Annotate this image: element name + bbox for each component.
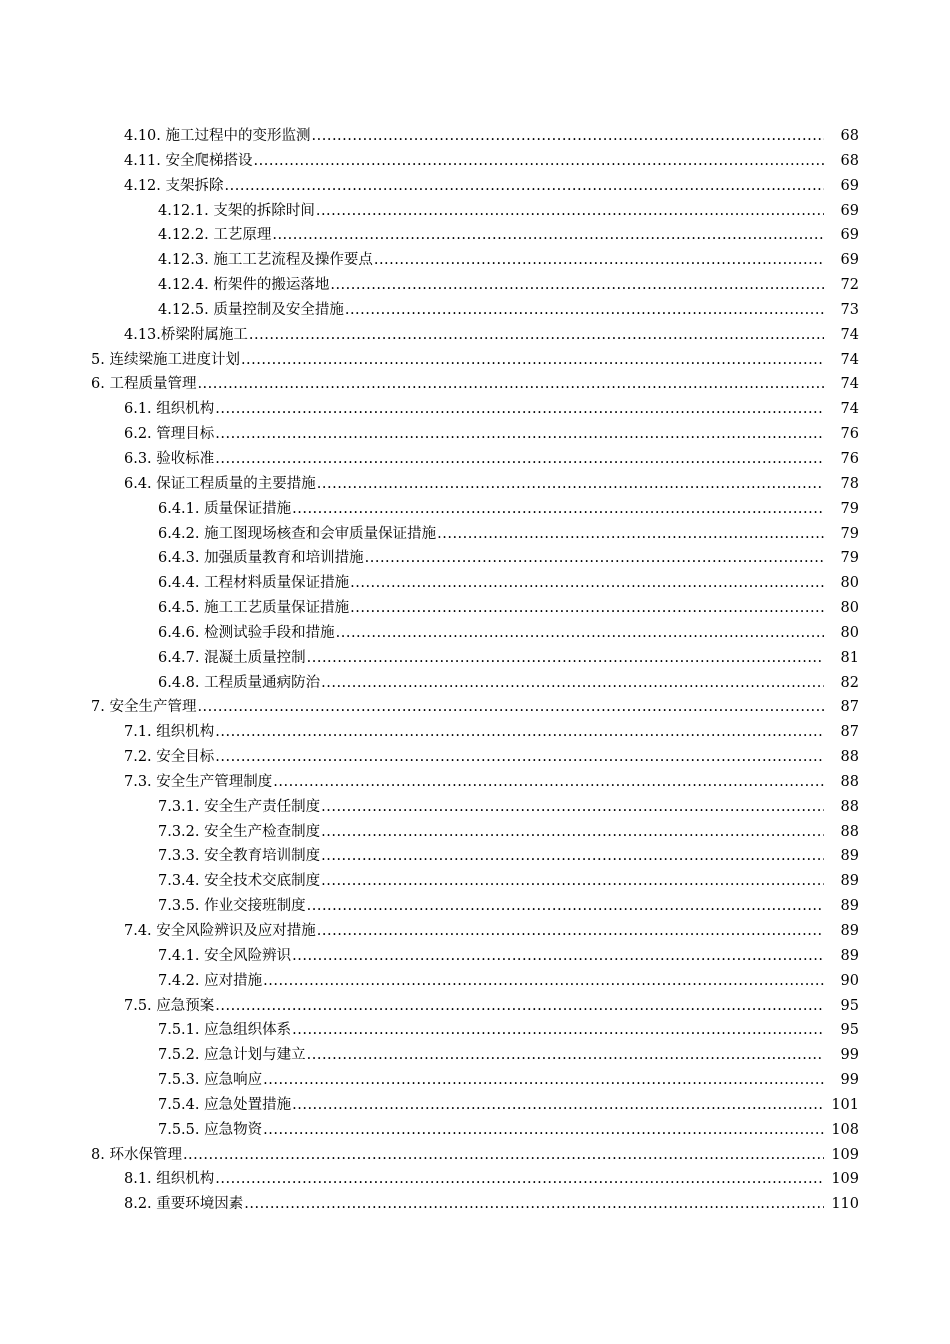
toc-entry[interactable] bbox=[0, 596, 950, 621]
toc-entry[interactable] bbox=[0, 1192, 950, 1217]
toc-entry-title: 7.3.1. 安全生产责任制度 bbox=[158, 798, 321, 815]
toc-entry-page-number: 101 bbox=[831, 1096, 859, 1113]
toc-entry-title: 7.5.2. 应急计划与建立 bbox=[158, 1047, 306, 1064]
toc-entry-page-number: 87 bbox=[840, 724, 859, 741]
toc-entry[interactable] bbox=[0, 770, 950, 795]
toc-entry[interactable] bbox=[0, 546, 950, 571]
toc-dot-leader bbox=[215, 745, 824, 770]
toc-dot-leader bbox=[273, 770, 824, 795]
toc-entry-page-number: 68 bbox=[840, 128, 859, 144]
toc-entry-title: 8.2. 重要环境因素 bbox=[124, 1196, 244, 1213]
toc-entry[interactable] bbox=[0, 348, 950, 373]
toc-dot-leader bbox=[307, 1043, 824, 1068]
toc-entry-page-number: 89 bbox=[840, 947, 859, 964]
toc-dot-leader bbox=[225, 174, 824, 199]
toc-entry-title: 7.5.3. 应急响应 bbox=[158, 1072, 263, 1089]
toc-entry-page-number: 99 bbox=[840, 1072, 859, 1089]
toc-entry-page-number: 72 bbox=[840, 277, 859, 294]
toc-entry[interactable] bbox=[0, 745, 950, 770]
toc-entry-title: 6.4.4. 工程材料质量保证措施 bbox=[158, 575, 350, 592]
toc-entry-title: 8. 环水保管理 bbox=[91, 1146, 182, 1163]
toc-entry[interactable] bbox=[0, 497, 950, 522]
toc-dot-leader bbox=[263, 969, 824, 994]
toc-entry-page-number: 89 bbox=[840, 873, 859, 890]
toc-entry-title: 7.5.5. 应急物资 bbox=[158, 1121, 263, 1138]
toc-entry[interactable] bbox=[0, 522, 950, 547]
toc-dot-leader bbox=[263, 1068, 824, 1093]
toc-entry-title: 7.5. 应急预案 bbox=[124, 997, 215, 1014]
toc-dot-leader bbox=[330, 273, 824, 298]
toc-entry-title: 7. 安全生产管理 bbox=[91, 699, 197, 716]
toc-entry[interactable] bbox=[0, 273, 950, 298]
toc-entry-title: 7.5.4. 应急处置措施 bbox=[158, 1096, 292, 1113]
toc-entry[interactable] bbox=[0, 149, 950, 174]
toc-dot-leader bbox=[241, 348, 824, 373]
toc-dot-leader bbox=[183, 1143, 824, 1168]
toc-entry[interactable] bbox=[0, 372, 950, 397]
toc-entry-title: 7.3.3. 安全教育培训制度 bbox=[158, 848, 321, 865]
toc-entry[interactable] bbox=[0, 820, 950, 845]
toc-entry-page-number: 81 bbox=[840, 649, 859, 666]
toc-entry-title: 7.4.2. 应对措施 bbox=[158, 972, 263, 989]
toc-entry-title: 8.1. 组织机构 bbox=[124, 1171, 215, 1188]
toc-dot-leader bbox=[249, 323, 824, 348]
toc-dot-leader bbox=[321, 671, 824, 696]
toc-entry-title: 7.4. 安全风险辨识及应对措施 bbox=[124, 923, 316, 939]
toc-entry[interactable] bbox=[0, 472, 950, 497]
toc-entry-page-number: 88 bbox=[840, 823, 859, 840]
toc-dot-leader bbox=[317, 472, 824, 497]
toc-dot-leader bbox=[374, 248, 824, 273]
toc-dot-leader bbox=[292, 497, 824, 522]
toc-entry-title: 7.3.4. 安全技术交底制度 bbox=[158, 873, 321, 890]
toc-dot-leader bbox=[292, 944, 824, 969]
toc-entry-title: 6. 工程质量管理 bbox=[91, 376, 197, 393]
toc-entry-title: 7.1. 组织机构 bbox=[124, 724, 215, 741]
toc-entry[interactable] bbox=[0, 844, 950, 869]
toc-entry-title: 7.3.5. 作业交接班制度 bbox=[158, 898, 306, 915]
toc-entry-page-number: 88 bbox=[840, 798, 859, 815]
toc-entry[interactable] bbox=[0, 1043, 950, 1068]
toc-dot-leader bbox=[336, 621, 824, 646]
toc-entry-title: 6.4.1. 质量保证措施 bbox=[158, 500, 292, 517]
toc-entry[interactable] bbox=[0, 646, 950, 671]
toc-entry-page-number: 87 bbox=[840, 699, 859, 716]
toc-entry-page-number: 89 bbox=[840, 923, 859, 939]
toc-dot-leader bbox=[350, 596, 824, 621]
toc-dot-leader bbox=[350, 571, 824, 596]
toc-entry-title: 6.4.7. 混凝土质量控制 bbox=[158, 649, 306, 666]
toc-entry-title: 7.3. 安全生产管理制度 bbox=[124, 773, 273, 790]
toc-entry-page-number: 90 bbox=[840, 972, 859, 989]
toc-entry[interactable] bbox=[0, 223, 950, 248]
toc-entry-title: 6.4.2. 施工图现场核查和会审质量保证措施 bbox=[158, 525, 437, 542]
toc-dot-leader bbox=[345, 298, 824, 323]
toc-entry-page-number: 74 bbox=[840, 326, 859, 343]
toc-entry-page-number: 109 bbox=[831, 1171, 859, 1188]
toc-dot-leader bbox=[307, 646, 824, 671]
table-of-contents bbox=[0, 124, 950, 1217]
toc-entry-title: 4.12.1. 支架的拆除时间 bbox=[158, 202, 315, 219]
toc-dot-leader bbox=[263, 1118, 824, 1143]
toc-entry[interactable] bbox=[0, 1018, 950, 1043]
toc-dot-leader bbox=[312, 124, 824, 149]
toc-entry-page-number: 69 bbox=[840, 252, 859, 269]
toc-entry-title: 4.12. 支架拆除 bbox=[124, 177, 224, 194]
toc-entry-title: 4.12.2. 工艺原理 bbox=[158, 227, 272, 244]
toc-entry-page-number: 80 bbox=[840, 600, 859, 617]
toc-entry-page-number: 68 bbox=[840, 152, 859, 169]
toc-entry[interactable] bbox=[0, 1068, 950, 1093]
toc-dot-leader bbox=[321, 844, 824, 869]
toc-entry-page-number: 80 bbox=[840, 624, 859, 641]
toc-entry[interactable] bbox=[0, 1093, 950, 1118]
toc-entry[interactable] bbox=[0, 248, 950, 273]
toc-entry[interactable] bbox=[0, 720, 950, 745]
toc-dot-leader bbox=[197, 372, 824, 397]
toc-entry-page-number: 99 bbox=[840, 1047, 859, 1064]
toc-dot-leader bbox=[321, 795, 824, 820]
toc-entry[interactable] bbox=[0, 199, 950, 224]
toc-dot-leader bbox=[215, 994, 824, 1019]
toc-entry-title: 6.4.6. 检测试验手段和措施 bbox=[158, 624, 335, 641]
toc-entry-title: 7.2. 安全目标 bbox=[124, 749, 215, 766]
toc-entry-title: 4.10. 施工过程中的变形监测 bbox=[124, 128, 311, 144]
toc-dot-leader bbox=[317, 919, 824, 944]
toc-entry[interactable] bbox=[0, 298, 950, 323]
toc-dot-leader bbox=[307, 894, 824, 919]
toc-entry-page-number: 88 bbox=[840, 749, 859, 766]
toc-entry[interactable] bbox=[0, 919, 950, 944]
toc-entry-title: 6.4.5. 施工工艺质量保证措施 bbox=[158, 600, 350, 617]
toc-dot-leader bbox=[321, 869, 824, 894]
toc-dot-leader bbox=[272, 223, 824, 248]
toc-entry-title: 5. 连续梁施工进度计划 bbox=[91, 351, 240, 368]
toc-entry-title: 7.5.1. 应急组织体系 bbox=[158, 1022, 292, 1039]
toc-dot-leader bbox=[215, 1167, 824, 1192]
toc-entry-page-number: 79 bbox=[840, 525, 859, 542]
toc-entry-page-number: 76 bbox=[840, 426, 859, 443]
toc-dot-leader bbox=[316, 199, 824, 224]
toc-dot-leader bbox=[244, 1192, 824, 1217]
toc-dot-leader bbox=[215, 397, 824, 422]
toc-entry[interactable] bbox=[0, 174, 950, 199]
toc-entry-page-number: 69 bbox=[840, 227, 859, 244]
toc-entry-page-number: 79 bbox=[840, 550, 859, 567]
toc-entry-page-number: 89 bbox=[840, 898, 859, 915]
toc-entry[interactable] bbox=[0, 994, 950, 1019]
toc-entry-title: 4.12.5. 质量控制及安全措施 bbox=[158, 301, 344, 318]
toc-entry[interactable] bbox=[0, 1167, 950, 1192]
toc-dot-leader bbox=[254, 149, 824, 174]
toc-entry-page-number: 74 bbox=[840, 351, 859, 368]
toc-entry[interactable] bbox=[0, 969, 950, 994]
toc-entry-page-number: 80 bbox=[840, 575, 859, 592]
toc-entry-page-number: 109 bbox=[831, 1146, 859, 1163]
toc-entry[interactable] bbox=[0, 1143, 950, 1168]
toc-entry-page-number: 88 bbox=[840, 773, 859, 790]
toc-entry-title: 6.4.3. 加强质量教育和培训措施 bbox=[158, 550, 364, 567]
toc-dot-leader bbox=[292, 1018, 824, 1043]
toc-entry-page-number: 95 bbox=[840, 1022, 859, 1039]
toc-entry-title: 4.11. 安全爬梯搭设 bbox=[124, 152, 253, 169]
toc-entry-page-number: 76 bbox=[840, 450, 859, 467]
toc-dot-leader bbox=[215, 720, 824, 745]
toc-entry[interactable] bbox=[0, 1118, 950, 1143]
toc-dot-leader bbox=[437, 522, 824, 547]
toc-entry-page-number: 79 bbox=[840, 500, 859, 517]
toc-entry-title: 7.4.1. 安全风险辨识 bbox=[158, 947, 292, 964]
toc-entry-title: 7.3.2. 安全生产检查制度 bbox=[158, 823, 321, 840]
toc-entry[interactable] bbox=[0, 571, 950, 596]
toc-entry[interactable] bbox=[0, 397, 950, 422]
toc-dot-leader bbox=[365, 546, 824, 571]
toc-entry[interactable] bbox=[0, 422, 950, 447]
toc-dot-leader bbox=[215, 447, 824, 472]
toc-entry-title: 4.12.4. 桁架件的搬运落地 bbox=[158, 277, 330, 294]
toc-entry-page-number: 69 bbox=[840, 177, 859, 194]
toc-entry-page-number: 82 bbox=[840, 674, 859, 691]
toc-entry-title: 6.3. 验收标准 bbox=[124, 450, 215, 467]
toc-entry[interactable] bbox=[0, 124, 950, 149]
toc-dot-leader bbox=[292, 1093, 824, 1118]
toc-dot-leader bbox=[215, 422, 824, 447]
toc-dot-leader bbox=[321, 820, 824, 845]
toc-entry-title: 6.4.8. 工程质量通病防治 bbox=[158, 674, 321, 691]
toc-entry[interactable] bbox=[0, 695, 950, 720]
toc-entry[interactable] bbox=[0, 944, 950, 969]
toc-entry[interactable] bbox=[0, 869, 950, 894]
toc-entry[interactable] bbox=[0, 894, 950, 919]
toc-entry-page-number: 89 bbox=[840, 848, 859, 865]
toc-entry-title: 6.2. 管理目标 bbox=[124, 426, 215, 443]
toc-entry[interactable] bbox=[0, 671, 950, 696]
toc-entry-page-number: 69 bbox=[840, 202, 859, 219]
toc-entry-page-number: 110 bbox=[831, 1196, 859, 1213]
toc-entry-page-number: 78 bbox=[840, 475, 859, 492]
toc-entry[interactable] bbox=[0, 323, 950, 348]
toc-entry-page-number: 95 bbox=[840, 997, 859, 1014]
toc-dot-leader bbox=[197, 695, 824, 720]
toc-entry[interactable] bbox=[0, 795, 950, 820]
toc-entry-page-number: 73 bbox=[840, 301, 859, 318]
toc-entry-page-number: 74 bbox=[840, 401, 859, 418]
toc-entry[interactable] bbox=[0, 621, 950, 646]
toc-entry-title: 6.4. 保证工程质量的主要措施 bbox=[124, 475, 316, 492]
toc-entry-title: 6.1. 组织机构 bbox=[124, 401, 215, 418]
toc-entry-title: 4.13.桥梁附属施工 bbox=[124, 326, 248, 343]
toc-entry[interactable] bbox=[0, 447, 950, 472]
toc-entry-page-number: 108 bbox=[831, 1121, 859, 1138]
toc-entry-page-number: 74 bbox=[840, 376, 859, 393]
toc-entry-title: 4.12.3. 施工工艺流程及操作要点 bbox=[158, 252, 373, 269]
